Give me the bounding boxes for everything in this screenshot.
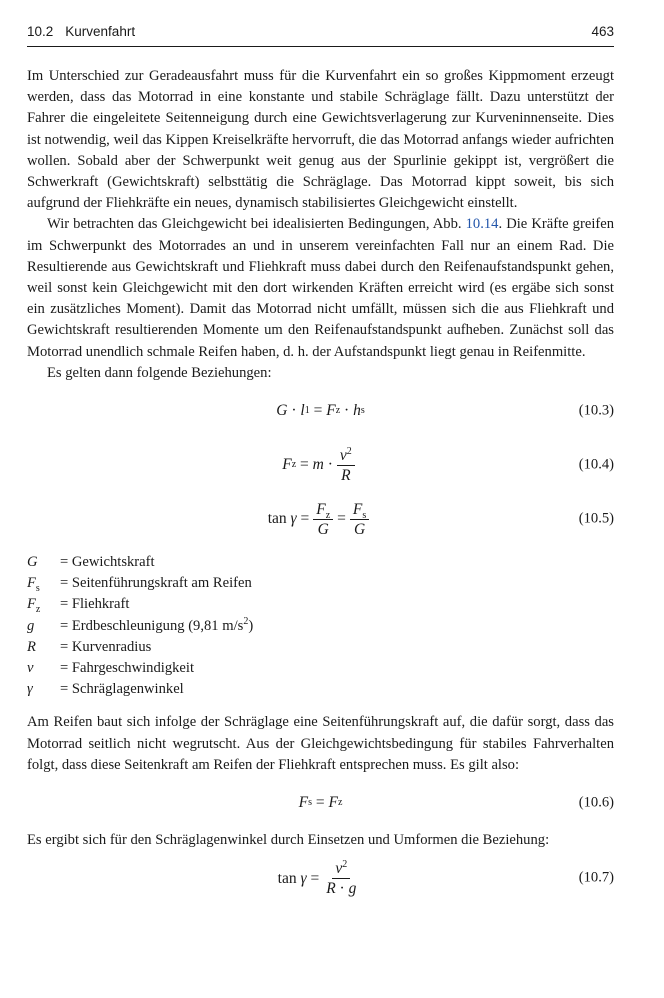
math-operator: ·: [291, 402, 297, 420]
running-header: [27, 22, 614, 47]
paragraph-equilibrium: [27, 214, 614, 362]
math-function: tan: [277, 869, 297, 887]
math-operator: =: [313, 402, 323, 420]
math-symbol: g: [348, 879, 357, 897]
math-operator: =: [337, 510, 346, 528]
symbol: g: [27, 617, 35, 634]
equation-10-4: [27, 438, 614, 492]
math-exponent: 2: [342, 858, 348, 870]
formula: G · l 1 = F z · h s: [167, 384, 474, 438]
symbol: v: [27, 660, 34, 677]
math-symbol: h: [353, 402, 361, 420]
math-symbol: γ: [300, 869, 307, 887]
paragraph-text: . Die Kräfte greifen im Schwerpunkt des Motorrades an und in unserem vereinfachten Fall nur an einem Rad. Die Resultierende aus Gewichtskraft und Fliehkraft muss dabei durch den Reifenaufstandspunkt gehen, weil sonst kein Gleichgewicht mit den dort wirkenden Kräften erreicht wird (es ergäbe sich sonst ein zusätzliches Moment). Damit das Motorrad nicht umfällt, müssen sich die aus Fliehkraft und Gewichtskraft resultierenden Momente um den Reifenaufstandspunkt aufheben. Zunächst soll das Motorrad unendlich schmale Reifen haben, d. h. der Aufstandspunkt liegt genau in Reifenmitte.: [27, 216, 615, 360]
formula: [167, 851, 474, 905]
fraction: [323, 859, 359, 898]
section-title: Kurvenfahrt: [65, 24, 136, 39]
symbol-row: [27, 637, 614, 658]
paragraph-intro: Im Unterschied zur Geradeausfahrt muss für die Kurvenfahrt ein so großes Kippmoment erzeugt werden, dass das Motorrad in eine konstante und stabile Schräglage fällt. Dazu unterstützt der Fahrer die eingeleitete Seitenneigung durch eine Gewichtsverlagerung zur Kurveninnenseite. Dies ist notwendig, weil das Kippen Kreiselkräfte hervorruft, die das Motorrad anfangs wieder aufrichten wollen. Sobald aber der Schwerpunkt weit genug aus der Spurlinie gekippt ist, vergrößert die Schwerkraft (Gewichtskraft) selbsttätig die Schräglage. Das Motorrad kippt soweit, bis sich aufgrund der Fliehkräfte ein neues, dynamisch stabilisiertes Gleichgewicht einstellt.: [27, 68, 614, 212]
math-symbol: l: [300, 402, 305, 420]
section-number: 10.2: [27, 24, 54, 39]
math-operator: =: [300, 510, 310, 528]
symbol-row: [27, 616, 614, 637]
math-symbol: v: [339, 446, 347, 464]
equation-10-3: [27, 384, 614, 438]
symbol-row: [27, 679, 614, 700]
symbol-row: [27, 594, 614, 615]
math-symbol: γ: [290, 510, 297, 528]
symbol: F: [27, 575, 36, 592]
symbol-subscript: s: [35, 583, 40, 595]
math-operator: ·: [339, 879, 345, 897]
equation-10-6: [27, 776, 614, 830]
symbol-definition: = Erdbeschleunigung (9,81 m/s: [60, 617, 244, 634]
fraction: [350, 500, 369, 539]
math-symbol: F: [326, 402, 336, 420]
equation-10-7: [27, 851, 614, 905]
math-symbol: F: [282, 456, 292, 474]
paragraph-side-force: Am Reifen baut sich infolge der Schräglage eine Seitenführungskraft auf, die dafür sorgt, dass das Motorrad seitlich nicht wegrutscht. Aus der Gleichgewichtsbedingung für stabiles Fahrverhalten folgt, dass diese Seitenkraft am Reifen der Fliehkraft entsprechen muss. Es gilt also:: [27, 714, 614, 773]
definition-exponent: 2: [243, 615, 249, 627]
math-symbol: F: [328, 794, 338, 812]
page-number: 463: [591, 24, 614, 39]
math-symbol: G: [276, 402, 288, 420]
math-symbol: R: [326, 879, 336, 897]
math-operator: ·: [327, 456, 333, 474]
fraction: [313, 500, 333, 539]
equation-number: (10.3): [578, 402, 614, 419]
math-symbol: m: [312, 456, 324, 474]
symbol-subscript: z: [35, 604, 41, 616]
symbol-row: [27, 573, 614, 594]
denominator: G: [354, 520, 366, 538]
math-operator: =: [310, 869, 320, 887]
section-heading: [27, 24, 135, 39]
definition-tail: ): [248, 617, 254, 634]
math-operator: =: [315, 794, 325, 812]
math-symbol: F: [352, 500, 363, 518]
equation-10-5: [27, 492, 614, 546]
formula: F s = F z: [167, 776, 474, 830]
symbol-definition: = Fliehkraft: [60, 596, 130, 613]
fraction: [337, 446, 355, 485]
denominator: [323, 879, 359, 898]
symbol-definition: = Schräglagenwinkel: [60, 681, 184, 698]
math-symbol: F: [316, 500, 326, 518]
math-subscript: z: [325, 509, 331, 521]
symbol-definition: = Fahrgeschwindigkeit: [60, 660, 195, 677]
equation-number: (10.4): [578, 456, 614, 473]
symbol: γ: [27, 681, 33, 698]
symbol-row: [27, 552, 614, 573]
denominator: R: [341, 466, 351, 484]
math-symbol: F: [298, 794, 309, 812]
math-operator: =: [300, 456, 309, 474]
symbol-definition: = Gewichtskraft: [60, 554, 155, 571]
math-operator: ·: [344, 402, 350, 420]
paragraph-lean-angle: Es ergibt sich für den Schräglagenwinkel durch Einsetzen und Umformen die Beziehung:: [27, 832, 550, 849]
symbol-row: [27, 658, 614, 679]
paragraph-text: Wir betrachten das Gleichgewicht bei idealisierten Bedingungen, Abb.: [47, 216, 466, 233]
equation-number: (10.6): [578, 794, 614, 811]
numerator: [350, 500, 369, 520]
math-subscript: s: [362, 509, 367, 521]
symbol-list: [27, 552, 614, 700]
numerator: [313, 500, 333, 520]
symbol-definition: = Seitenführungskraft am Reifen: [60, 575, 252, 592]
numerator: [332, 859, 350, 879]
figure-reference-link[interactable]: 10.14: [465, 216, 499, 233]
paragraph-relations: Es gelten dann folgende Beziehungen:: [47, 364, 272, 381]
symbol: F: [27, 596, 36, 613]
equation-number: (10.7): [578, 869, 614, 886]
numerator: [337, 446, 355, 466]
symbol-definition: = Kurvenradius: [60, 638, 152, 655]
formula: [167, 492, 474, 546]
symbol: G: [27, 554, 38, 571]
math-function: tan: [267, 510, 287, 528]
math-exponent: 2: [346, 445, 352, 457]
page-body: [27, 66, 614, 905]
math-symbol: v: [335, 859, 343, 877]
equation-number: (10.5): [578, 510, 614, 527]
denominator: G: [317, 520, 329, 538]
formula: F z = m · $\frac{v^2}{R}$: [167, 438, 474, 492]
symbol: R: [27, 638, 36, 655]
